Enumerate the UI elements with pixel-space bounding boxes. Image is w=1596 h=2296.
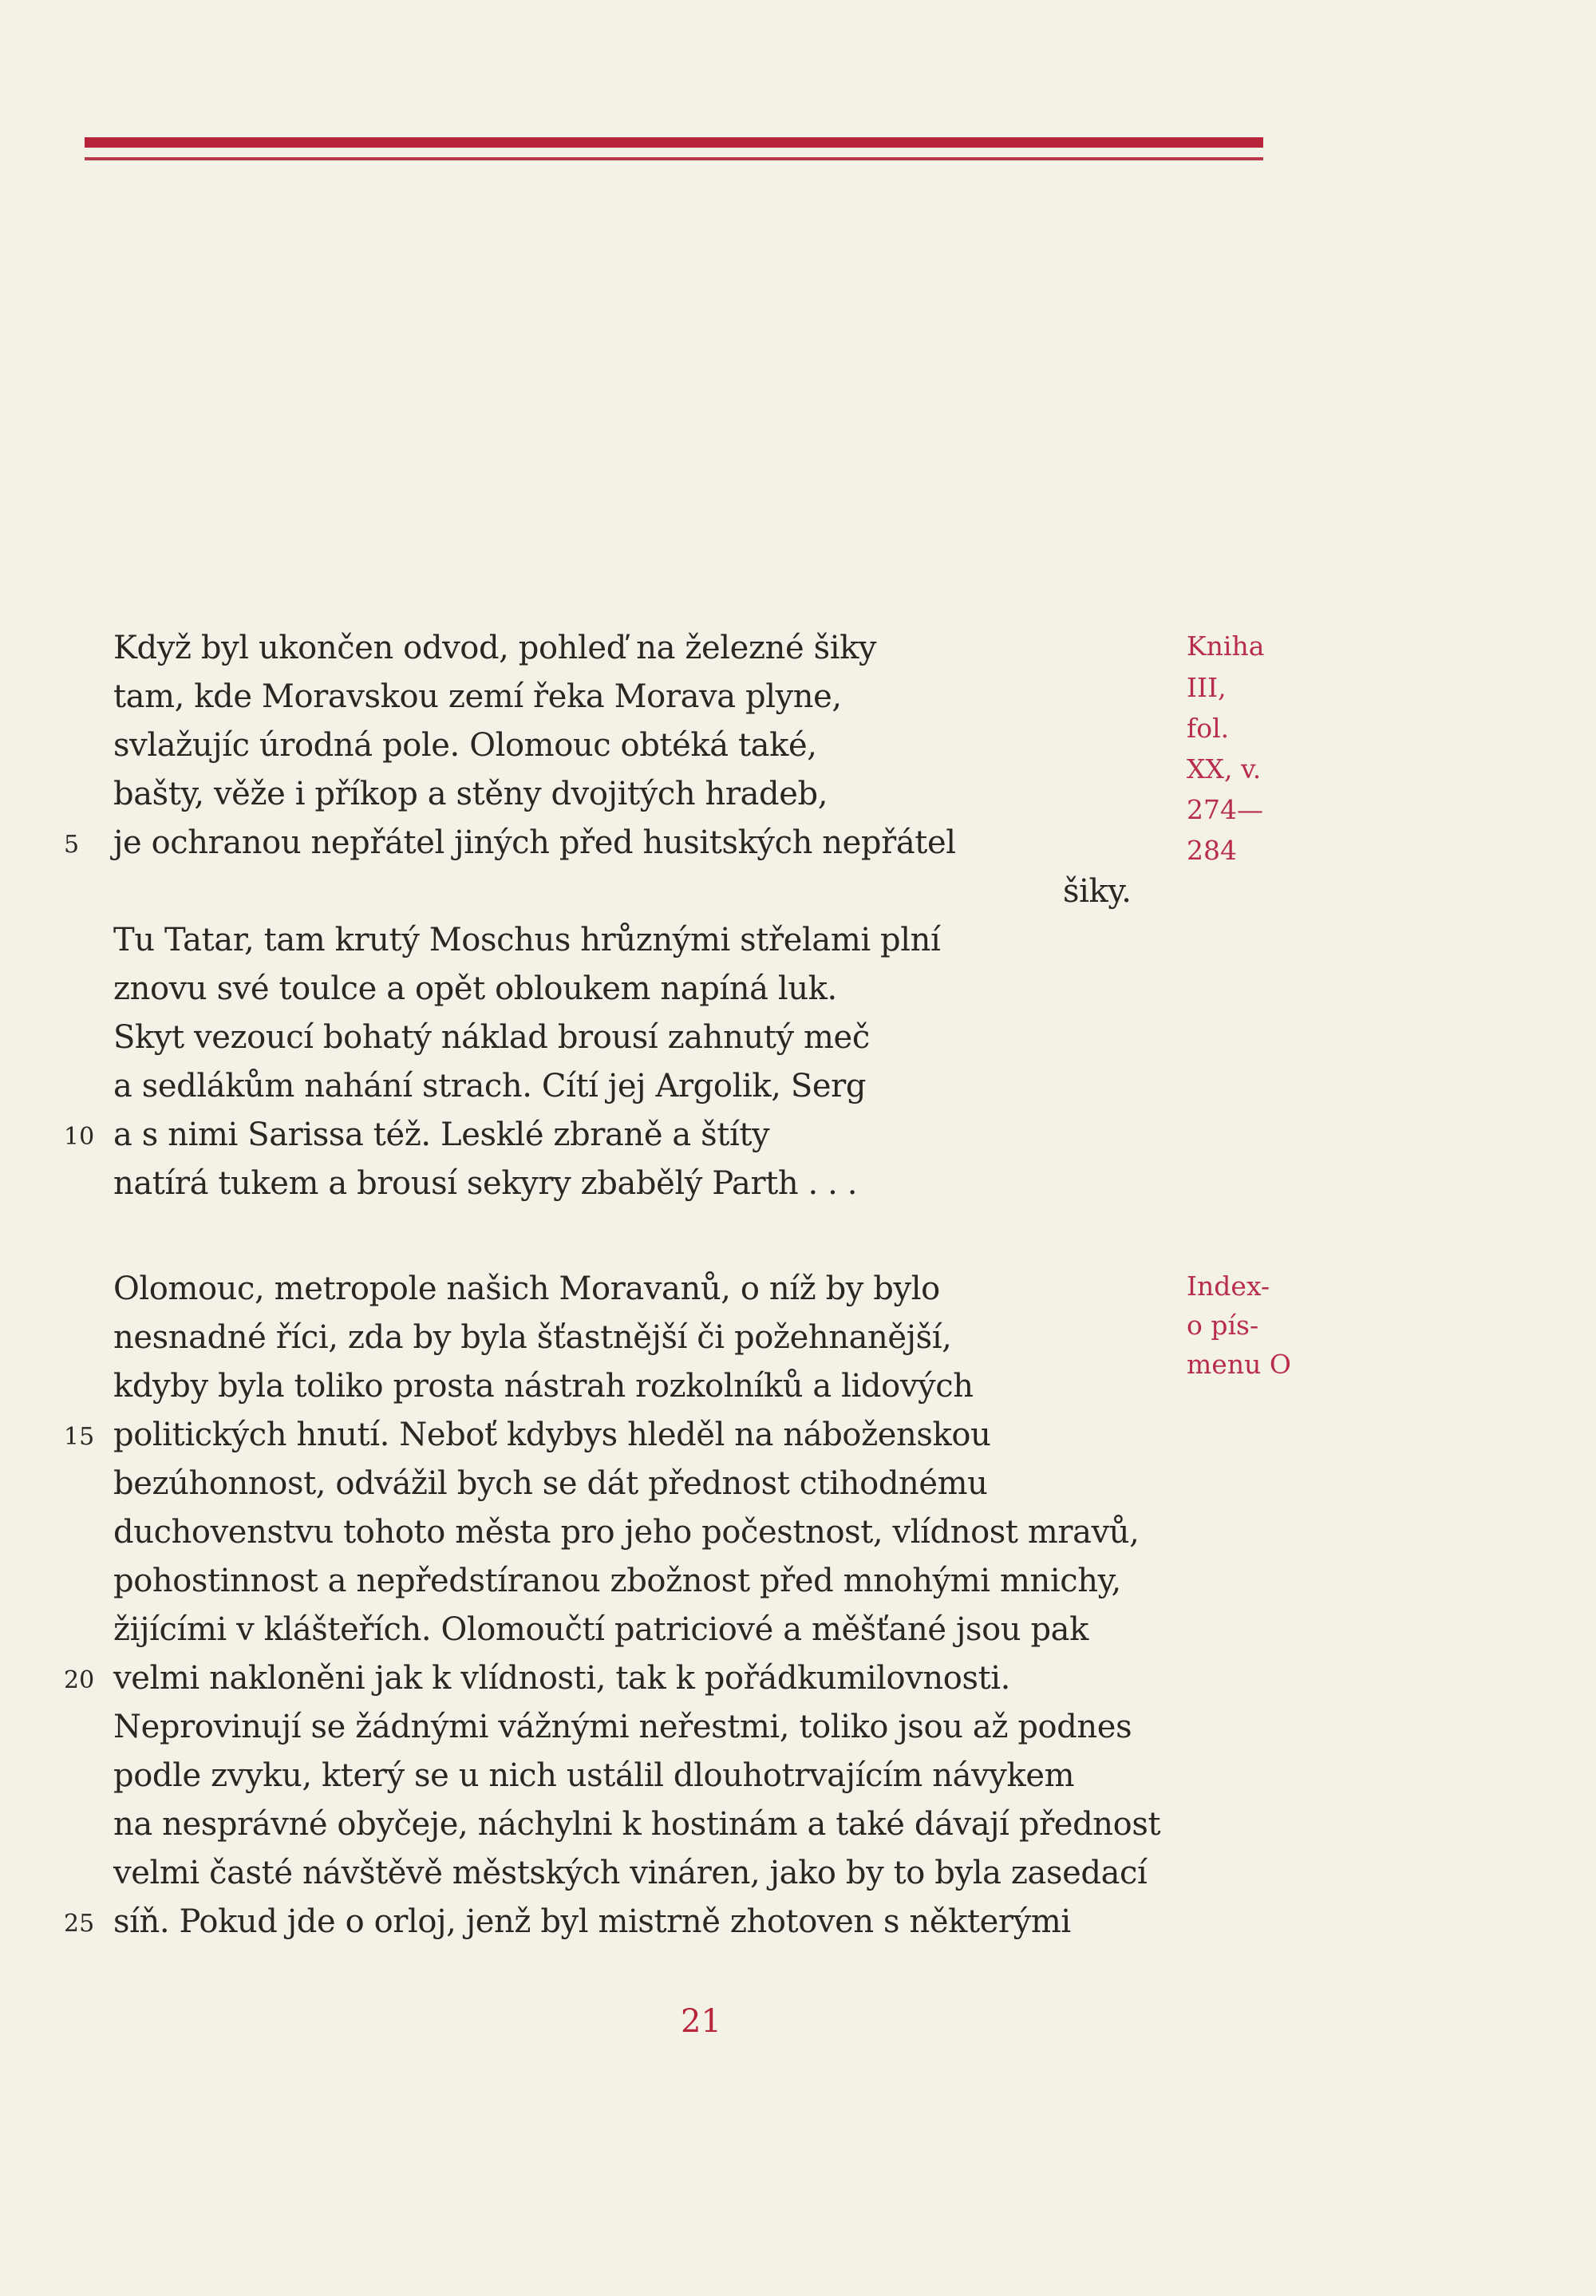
verse-line: natírá tukem a brousí sekyry zbabělý Parth . . . bbox=[113, 1165, 858, 1202]
prose-line: Olomouc, metropole našich Moravanů, o níž by bylo bbox=[113, 1271, 940, 1307]
prose-line: nesnadné říci, zda by byla šťastnější či požehnanější, bbox=[113, 1319, 952, 1356]
margin-note-line: fol. bbox=[1187, 713, 1230, 744]
prose-line: Neprovinují se žádnými vážnými neřestmi, toliko jsou až podnes bbox=[113, 1709, 1132, 1745]
prose-line: žijícími v klášteřích. Olomoučtí patriciové a měšťané jsou pak bbox=[113, 1611, 1088, 1648]
verse-line: je ochranou nepřátel jiných před husitských nepřátel bbox=[113, 824, 956, 861]
margin-note-line: Index- bbox=[1187, 1271, 1270, 1302]
verse-line: Skyt vezoucí bohatý náklad brousí zahnutý meč bbox=[113, 1019, 870, 1056]
margin-note-line: 284 bbox=[1187, 835, 1237, 866]
prose-line: politických hnutí. Neboť kdybys hleděl na náboženskou bbox=[113, 1417, 991, 1453]
verse-line: a s nimi Sarissa též. Lesklé zbraně a štíty bbox=[113, 1116, 770, 1153]
prose-line: bezúhonnost, odvážil bych se dát přednost ctihodnému bbox=[113, 1465, 988, 1502]
header-rule-thick bbox=[85, 137, 1263, 148]
margin-note-line: 274— bbox=[1187, 794, 1263, 825]
line-number: 25 bbox=[64, 1910, 95, 1938]
verse-line: tam, kde Moravskou zemí řeka Morava plyne, bbox=[113, 678, 842, 715]
line-number: 20 bbox=[64, 1666, 95, 1694]
margin-note-line: Kniha bbox=[1187, 630, 1265, 662]
prose-line: na nesprávné obyčeje, náchylni k hostinám a také dávají přednost bbox=[113, 1806, 1161, 1843]
line-number: 5 bbox=[64, 831, 80, 859]
margin-note-line: XX, v. bbox=[1187, 753, 1262, 784]
page-number: 21 bbox=[681, 2003, 721, 2040]
margin-note-line: III, bbox=[1187, 672, 1227, 703]
margin-note-line: menu O bbox=[1187, 1349, 1291, 1380]
prose-line: podle zvyku, který se u nich ustálil dlouhotrvajícím návykem bbox=[113, 1757, 1075, 1794]
verse-line-continuation: šiky. bbox=[1063, 873, 1132, 910]
prose-line: kdyby byla toliko prosta nástrah rozkolníků a lidových bbox=[113, 1368, 974, 1405]
header-rule-thin bbox=[85, 157, 1263, 160]
prose-line: síň. Pokud jde o orloj, jenž byl mistrně zhotoven s některými bbox=[113, 1903, 1071, 1940]
verse-line: Tu Tatar, tam krutý Moschus hrůznými střelami plní bbox=[113, 922, 941, 958]
prose-line: velmi nakloněni jak k vlídnosti, tak k pořádkumilovnosti. bbox=[113, 1660, 1010, 1697]
prose-line: pohostinnost a nepředstíranou zbožnost před mnohými mnichy, bbox=[113, 1563, 1121, 1599]
line-number: 15 bbox=[64, 1423, 95, 1451]
verse-line: bašty, věže i příkop a stěny dvojitých hradeb, bbox=[113, 776, 828, 812]
margin-note-line: o pís- bbox=[1187, 1310, 1259, 1341]
verse-line: a sedlákům nahání strach. Cítí jej Argolik, Serg bbox=[113, 1068, 867, 1105]
prose-line: duchovenstvu tohoto města pro jeho počestnost, vlídnost mravů, bbox=[113, 1514, 1140, 1551]
prose-line: velmi časté návštěvě městských vináren, jako by to byla zasedací bbox=[113, 1855, 1148, 1891]
verse-line: Když byl ukončen odvod, pohleď na železné šiky bbox=[113, 630, 877, 666]
verse-line: znovu své toulce a opět obloukem napíná luk. bbox=[113, 970, 837, 1007]
line-number: 10 bbox=[64, 1123, 95, 1151]
verse-line: svlažujíc úrodná pole. Olomouc obtéká také, bbox=[113, 727, 817, 764]
